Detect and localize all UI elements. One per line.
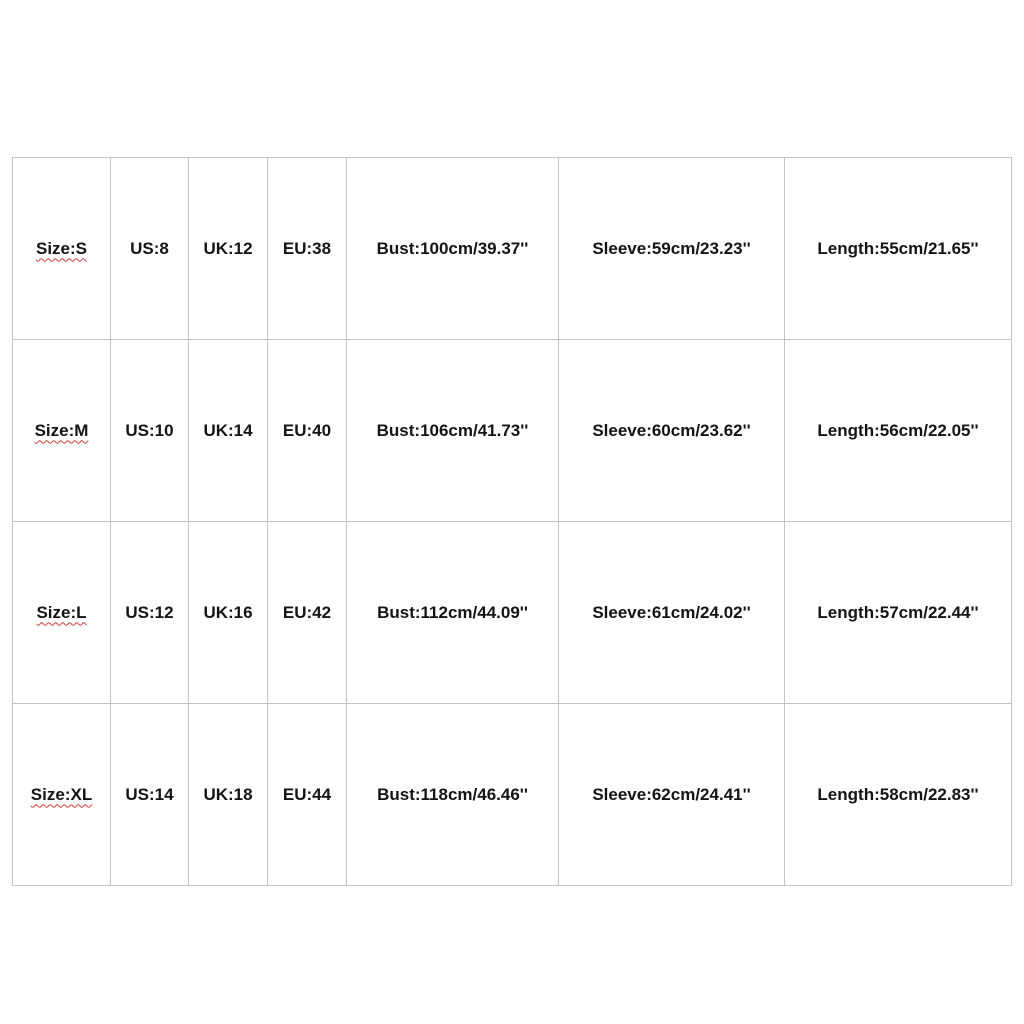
- eu-size-cell: EU:40: [268, 340, 347, 522]
- length-cell: Length:55cm/21.65'': [785, 158, 1012, 340]
- bust-cell: Bust:118cm/46.46'': [347, 704, 559, 886]
- table-row: [13, 158, 1012, 340]
- bust-cell: Bust:112cm/44.09'': [347, 522, 559, 704]
- bust-cell: Bust:106cm/41.73'': [347, 340, 559, 522]
- length-cell: Length:57cm/22.44'': [785, 522, 1012, 704]
- uk-size-cell: UK:12: [189, 158, 268, 340]
- size-chart-table: [12, 157, 1012, 886]
- us-size-cell: US:8: [111, 158, 189, 340]
- length-cell: Length:56cm/22.05'': [785, 340, 1012, 522]
- us-size-cell: US:10: [111, 340, 189, 522]
- size-cell: [13, 340, 111, 522]
- size-cell: [13, 522, 111, 704]
- size-label: Size:S: [35, 238, 88, 258]
- table-row: [13, 704, 1012, 886]
- us-size-cell: US:14: [111, 704, 189, 886]
- eu-size-cell: EU:44: [268, 704, 347, 886]
- us-size-cell: US:12: [111, 522, 189, 704]
- bust-cell: Bust:100cm/39.37'': [347, 158, 559, 340]
- table-row: [13, 340, 1012, 522]
- uk-size-cell: UK:14: [189, 340, 268, 522]
- eu-size-cell: EU:42: [268, 522, 347, 704]
- uk-size-cell: UK:16: [189, 522, 268, 704]
- size-label: Size:XL: [30, 784, 93, 804]
- sleeve-cell: Sleeve:60cm/23.62'': [559, 340, 785, 522]
- size-cell: [13, 158, 111, 340]
- eu-size-cell: EU:38: [268, 158, 347, 340]
- sleeve-cell: Sleeve:59cm/23.23'': [559, 158, 785, 340]
- sleeve-cell: Sleeve:62cm/24.41'': [559, 704, 785, 886]
- table-row: [13, 522, 1012, 704]
- sleeve-cell: Sleeve:61cm/24.02'': [559, 522, 785, 704]
- size-label: Size:M: [34, 420, 89, 440]
- size-cell: [13, 704, 111, 886]
- size-label: Size:L: [36, 602, 87, 622]
- length-cell: Length:58cm/22.83'': [785, 704, 1012, 886]
- uk-size-cell: UK:18: [189, 704, 268, 886]
